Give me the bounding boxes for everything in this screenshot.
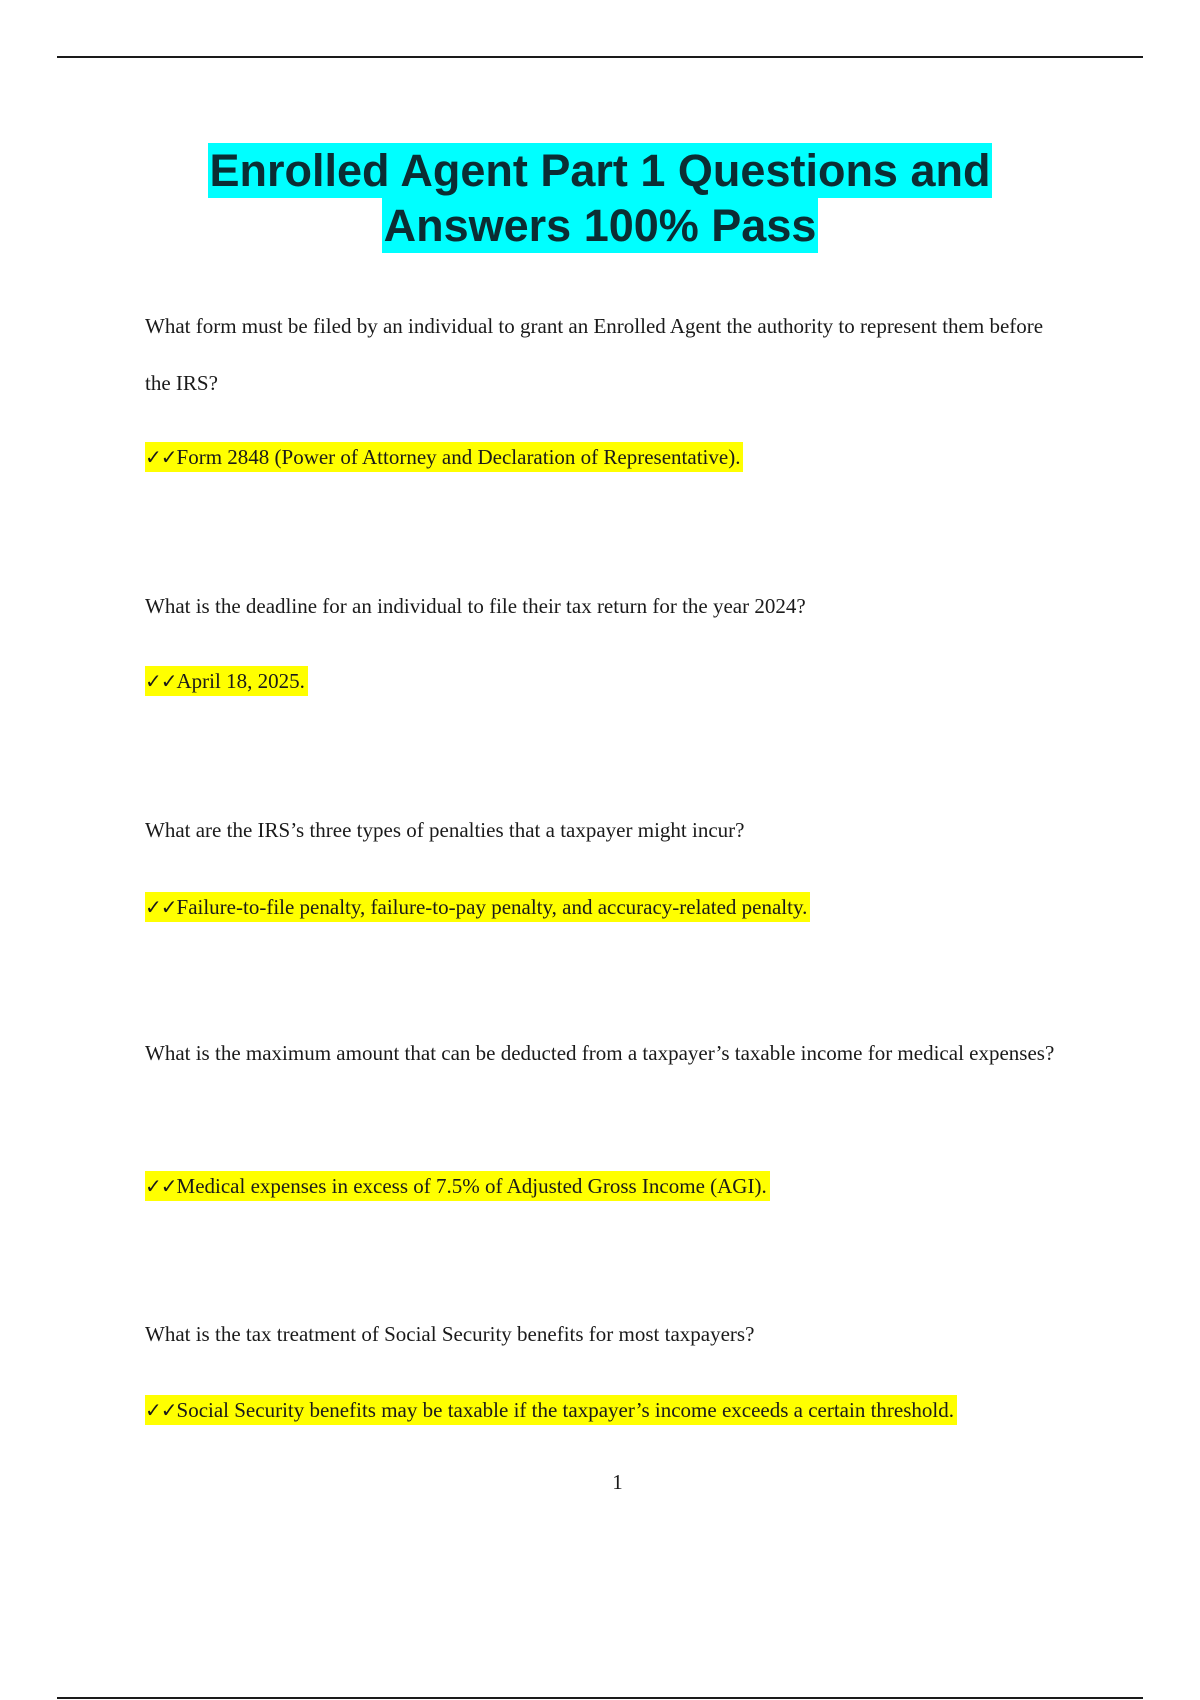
answer-5-text: Social Security benefits may be taxable if the taxpayer’s income exceeds a certain threshold. [176, 1398, 954, 1422]
answer-3-text: Failure-to-file penalty, failure-to-pay penalty, and accuracy-related penalty. [176, 895, 808, 919]
title-line-1: Enrolled Agent Part 1 Questions and [209, 145, 991, 196]
double-check-icon: ✓✓ [145, 445, 177, 469]
top-rule [57, 56, 1143, 58]
question-5: What is the tax treatment of Social Security benefits for most taxpayers? [145, 1322, 755, 1346]
answer-2-text: April 18, 2025. [176, 669, 305, 693]
question-2: What is the deadline for an individual to file their tax return for the year 2024? [145, 594, 806, 618]
answer-1 [145, 442, 743, 472]
answer-4-text: Medical expenses in excess of 7.5% of Adjusted Gross Income (AGI). [176, 1174, 767, 1198]
double-check-icon: ✓✓ [145, 669, 177, 693]
document-title [0, 143, 1200, 253]
answer-5 [145, 1395, 957, 1425]
double-check-icon: ✓✓ [145, 895, 177, 919]
title-line-2: Answers 100% Pass [383, 200, 817, 251]
double-check-icon: ✓✓ [145, 1174, 177, 1198]
answer-2 [145, 666, 308, 696]
question-1: What form must be filed by an individual to grant an Enrolled Agent the authority to represent them before the IRS? [145, 314, 1044, 395]
answer-4 [145, 1171, 770, 1201]
answer-1-text: Form 2848 (Power of Attorney and Declaration of Representative). [176, 445, 741, 469]
bottom-rule [57, 1697, 1143, 1699]
question-4: What is the maximum amount that can be deducted from a taxpayer’s taxable income for medical expenses? [145, 1041, 1055, 1065]
question-3: What are the IRS’s three types of penalties that a taxpayer might incur? [145, 818, 745, 842]
page-number: 1 [612, 1470, 623, 1494]
double-check-icon: ✓✓ [145, 1398, 177, 1422]
answer-3 [145, 892, 810, 922]
